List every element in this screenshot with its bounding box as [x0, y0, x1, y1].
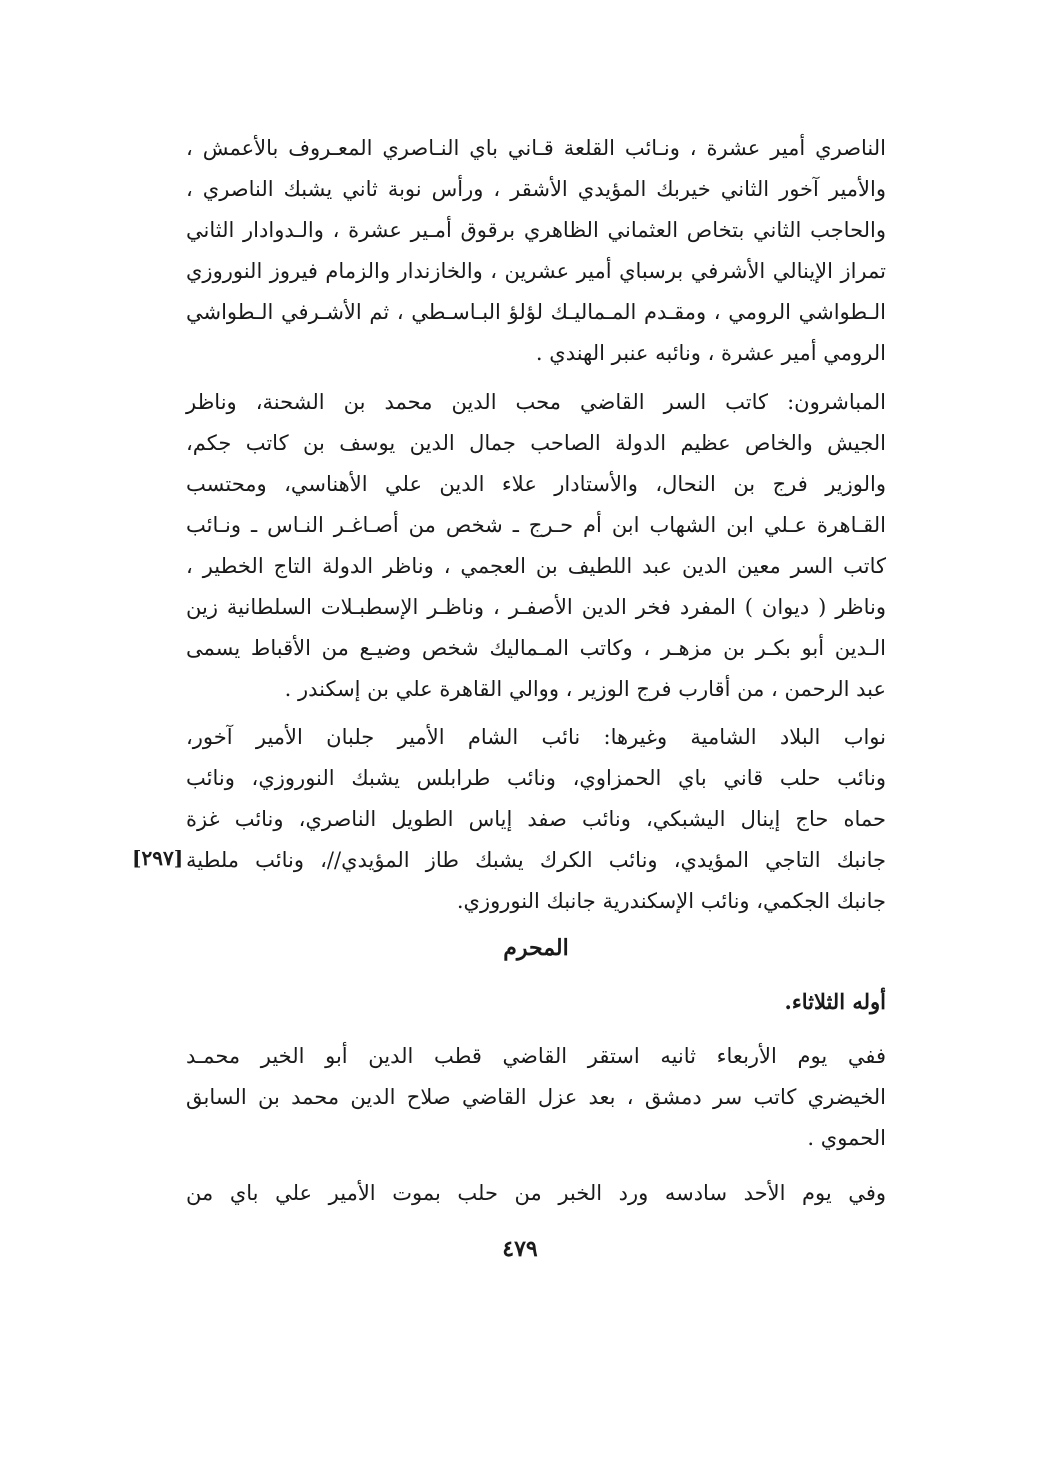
text-line: والأمير آخور الثاني خيربك المؤيدي الأشقر ، ورأس نوبة ثاني يشبك الناصري ،: [186, 177, 886, 201]
text-line: الرومي أمير عشرة ، ونائبه عنبر الهندي .: [535, 341, 886, 365]
text-line: وناظر ( ديوان ) المفرد فخر الدين الأصفـر ، وناظـر الإسطبـلات السلطانية زين: [186, 595, 886, 619]
text-line: جانبك الجكمي، ونائب الإسكندرية جانبك النوروزي.: [456, 889, 886, 913]
text-line: الخيضري كاتب سر دمشق ، بعد عزل القاضي صلاح الدين محمد بن السابق: [186, 1085, 886, 1109]
page-number: ٤٧٩: [502, 1236, 538, 1262]
text-line: الـطواشي الرومي ، ومقـدم المـماليـك لؤلؤ البـاسـطي ، ثم الأشـرفي الـطواشي: [186, 300, 886, 324]
text-line: والحاجب الثاني بتخاص العثماني الظاهري برقوق أمـير عشرة ، والـدوادار الثاني: [186, 218, 886, 242]
text-line: ونائب حلب قاني باي الحمزاوي، ونائب طرابلس يشبك النوروزي، ونائب: [186, 766, 886, 790]
paragraph-administrators: [186, 382, 886, 710]
text-line: الحموي .: [807, 1126, 886, 1150]
text-line: تمراز الإينالي الأشرفي برسباي أمير عشرين ، والخازندار والزمام فيروز النوروزي: [186, 259, 886, 283]
text-line: المباشرون: كاتب السر القاضي محب الدين محمد بن الشحنة، وناظر: [186, 390, 886, 414]
text-line: الناصري أمير عشرة ، ونـائب القلعة قـاني باي النـاصري المعـروف بالأعمش ،: [186, 136, 886, 160]
text-line: عبد الرحمن ، من أقارب فرج الوزير ، ووالي القاهرة علي بن إسكندر .: [284, 677, 886, 701]
text-line: القـاهرة عـلي ابن الشهاب ابن أم حـرج ـ شخص من أصـاغـر النـاس ـ ونـائب: [186, 513, 886, 537]
paragraph-wednesday: [186, 1036, 886, 1159]
text-line: والوزير فرج بن النحال، والأستادار علاء الدين علي الأهناسي، ومحتسب: [186, 472, 886, 496]
section-subheading: أوله الثلاثاء.: [784, 989, 886, 1014]
text-line: الـدين أبو بكـر بن مزهـر ، وكاتب المـماليك شخص وضيـع من الأقباط يسمى: [186, 636, 886, 660]
text-line: جانبك التاجي المؤيدي، ونائب الكرك يشبك طاز المؤيدي//، ونائب ملطية: [186, 848, 886, 872]
text-line: نواب البلاد الشامية وغيرها: نائب الشام الأمير جلبان الأمير آخور،: [186, 725, 886, 749]
text-line: وفي يوم الأحد سادسه ورد الخبر من حلب بموت الأمير علي باي من: [186, 1181, 886, 1205]
paragraph-governors: [186, 717, 886, 922]
paragraph-officials: [186, 128, 886, 374]
section-heading: المحرم: [503, 935, 569, 961]
margin-page-reference: [٢٩٧]: [132, 846, 184, 870]
text-line: كاتب السر معين الدين عبد اللطيف بن العجمي ، وناظر الدولة التاج الخطير ،: [186, 554, 886, 578]
text-line: الجيش والخاص عظيم الدولة الصاحب جمال الدين يوسف بن كاتب جكم،: [186, 431, 886, 455]
text-line: حماه حاج إينال اليشبكي، ونائب صفد إياس الطويل الناصري، ونائب غزة: [186, 807, 886, 831]
paragraph-sunday: [186, 1173, 886, 1214]
text-line: ففي يوم الأربعاء ثانيه استقر القاضي قطب الدين أبو الخير محمـد: [186, 1044, 886, 1068]
